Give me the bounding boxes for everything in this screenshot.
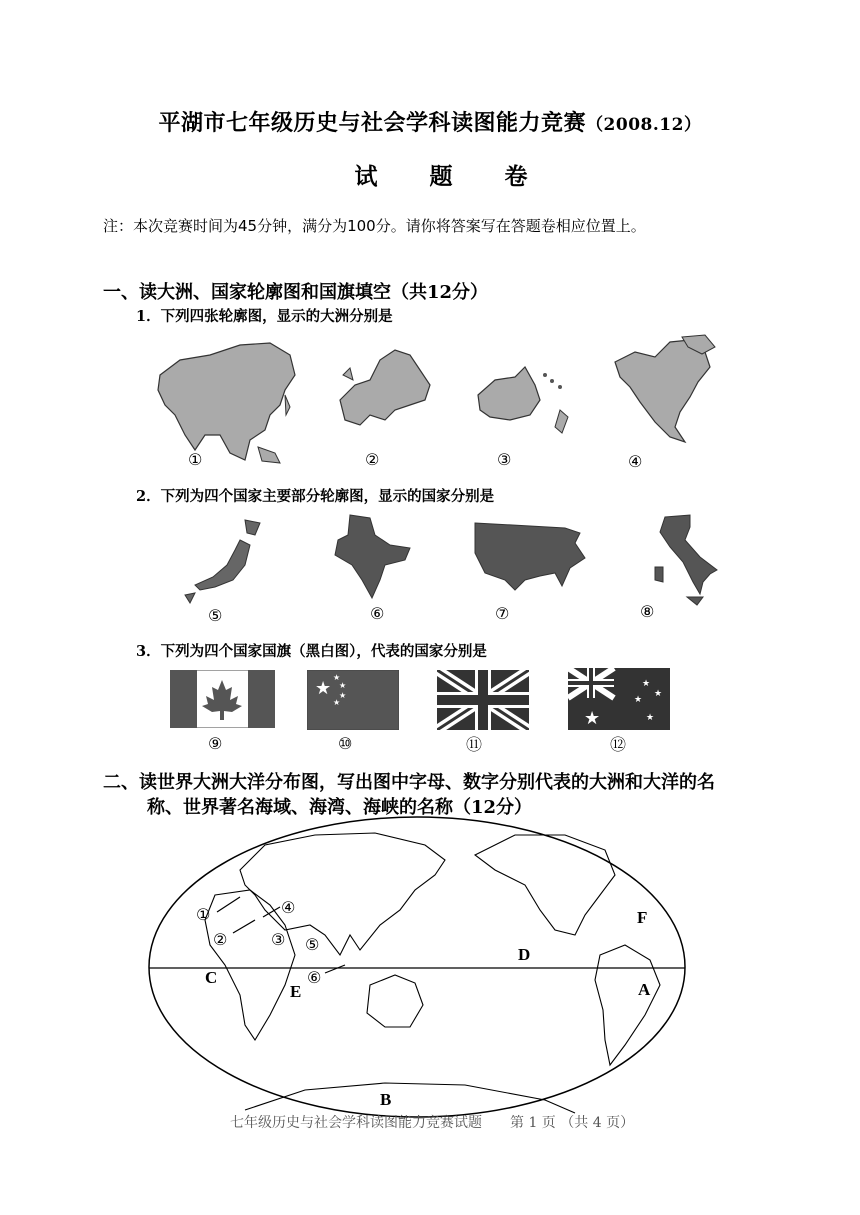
- map-number-2: ②: [213, 930, 228, 949]
- europe-outline-map: [325, 340, 440, 435]
- svg-text:★: ★: [315, 678, 332, 699]
- exam-note: 注：本次竞赛时间为45分钟，满分为100分。请你将答案写在答题卷相应位置上。: [103, 217, 646, 235]
- section2-heading-line1: 二、读世界大洲大洋分布图，写出图中字母、数字分别代表的大洲和大洋的名: [103, 772, 715, 793]
- map-number-1: ①: [196, 905, 211, 924]
- question1: 1．下列四张轮廓图，显示的大洲分别是: [136, 308, 393, 325]
- section1-heading: 一、读大洲、国家轮廓图和国旗填空（共12分）: [103, 282, 489, 303]
- q3-label-10: ⑩: [338, 734, 353, 753]
- uk-flag: [437, 670, 529, 730]
- map-letter-e: E: [290, 982, 302, 1001]
- q2-label-8: ⑧: [640, 602, 655, 621]
- section2-heading-line2: 称、世界著名海域、海湾、海峡的名称（12分）: [147, 797, 533, 818]
- north-america-outline-map: [610, 332, 725, 457]
- map-letter-c: C: [205, 968, 218, 987]
- svg-text:★: ★: [333, 673, 341, 682]
- map-letter-b: B: [380, 1090, 392, 1109]
- china-flag: [307, 670, 399, 730]
- asia-outline-map: [150, 335, 300, 470]
- svg-text:★: ★: [584, 708, 601, 729]
- page-title: 平湖市七年级历史与社会学科读图能力竞赛（2008.12）: [158, 110, 702, 136]
- q1-label-3: ③: [497, 450, 512, 469]
- japan-outline-map: [175, 515, 270, 610]
- map-letter-d: D: [518, 945, 531, 964]
- q3-label-12: ⑫: [610, 735, 627, 754]
- q1-label-4: ④: [628, 452, 643, 471]
- map-number-6: ⑥: [307, 968, 322, 987]
- map-number-4: ④: [281, 898, 296, 917]
- question3: 3．下列为四个国家国旗（黑白图），代表的国家分别是: [136, 643, 487, 660]
- page-footer: 七年级历史与社会学科读图能力竞赛试题 第 1 页 （共 4 页）: [230, 1115, 635, 1131]
- q1-label-1: ①: [188, 450, 203, 469]
- q2-label-5: ⑤: [208, 606, 223, 625]
- q3-label-9: ⑨: [208, 734, 223, 753]
- map-letter-f: F: [637, 908, 648, 927]
- australia-flag: [568, 668, 670, 730]
- oceania-outline-map: [470, 355, 580, 445]
- svg-text:★: ★: [646, 713, 655, 723]
- india-outline-map: [330, 510, 415, 600]
- usa-outline-map: [470, 518, 590, 593]
- svg-text:★: ★: [333, 698, 341, 707]
- svg-text:★: ★: [339, 691, 347, 700]
- svg-text:★: ★: [634, 695, 643, 705]
- canada-flag: [170, 670, 275, 728]
- map-letter-a: A: [638, 980, 651, 999]
- world-map: [145, 815, 690, 1120]
- q2-label-6: ⑥: [370, 604, 385, 623]
- italy-outline-map: [645, 512, 725, 607]
- q2-label-7: ⑦: [495, 604, 510, 623]
- q3-label-11: ⑪: [466, 735, 483, 754]
- svg-text:★: ★: [339, 681, 347, 690]
- q1-label-2: ②: [365, 450, 380, 469]
- svg-text:★: ★: [654, 689, 663, 699]
- page-subtitle: 试 题 卷: [354, 163, 550, 190]
- question2: 2．下列为四个国家主要部分轮廓图，显示的国家分别是: [136, 488, 495, 505]
- map-number-5: ⑤: [305, 935, 320, 954]
- svg-text:★: ★: [642, 679, 651, 689]
- map-number-3: ③: [271, 930, 286, 949]
